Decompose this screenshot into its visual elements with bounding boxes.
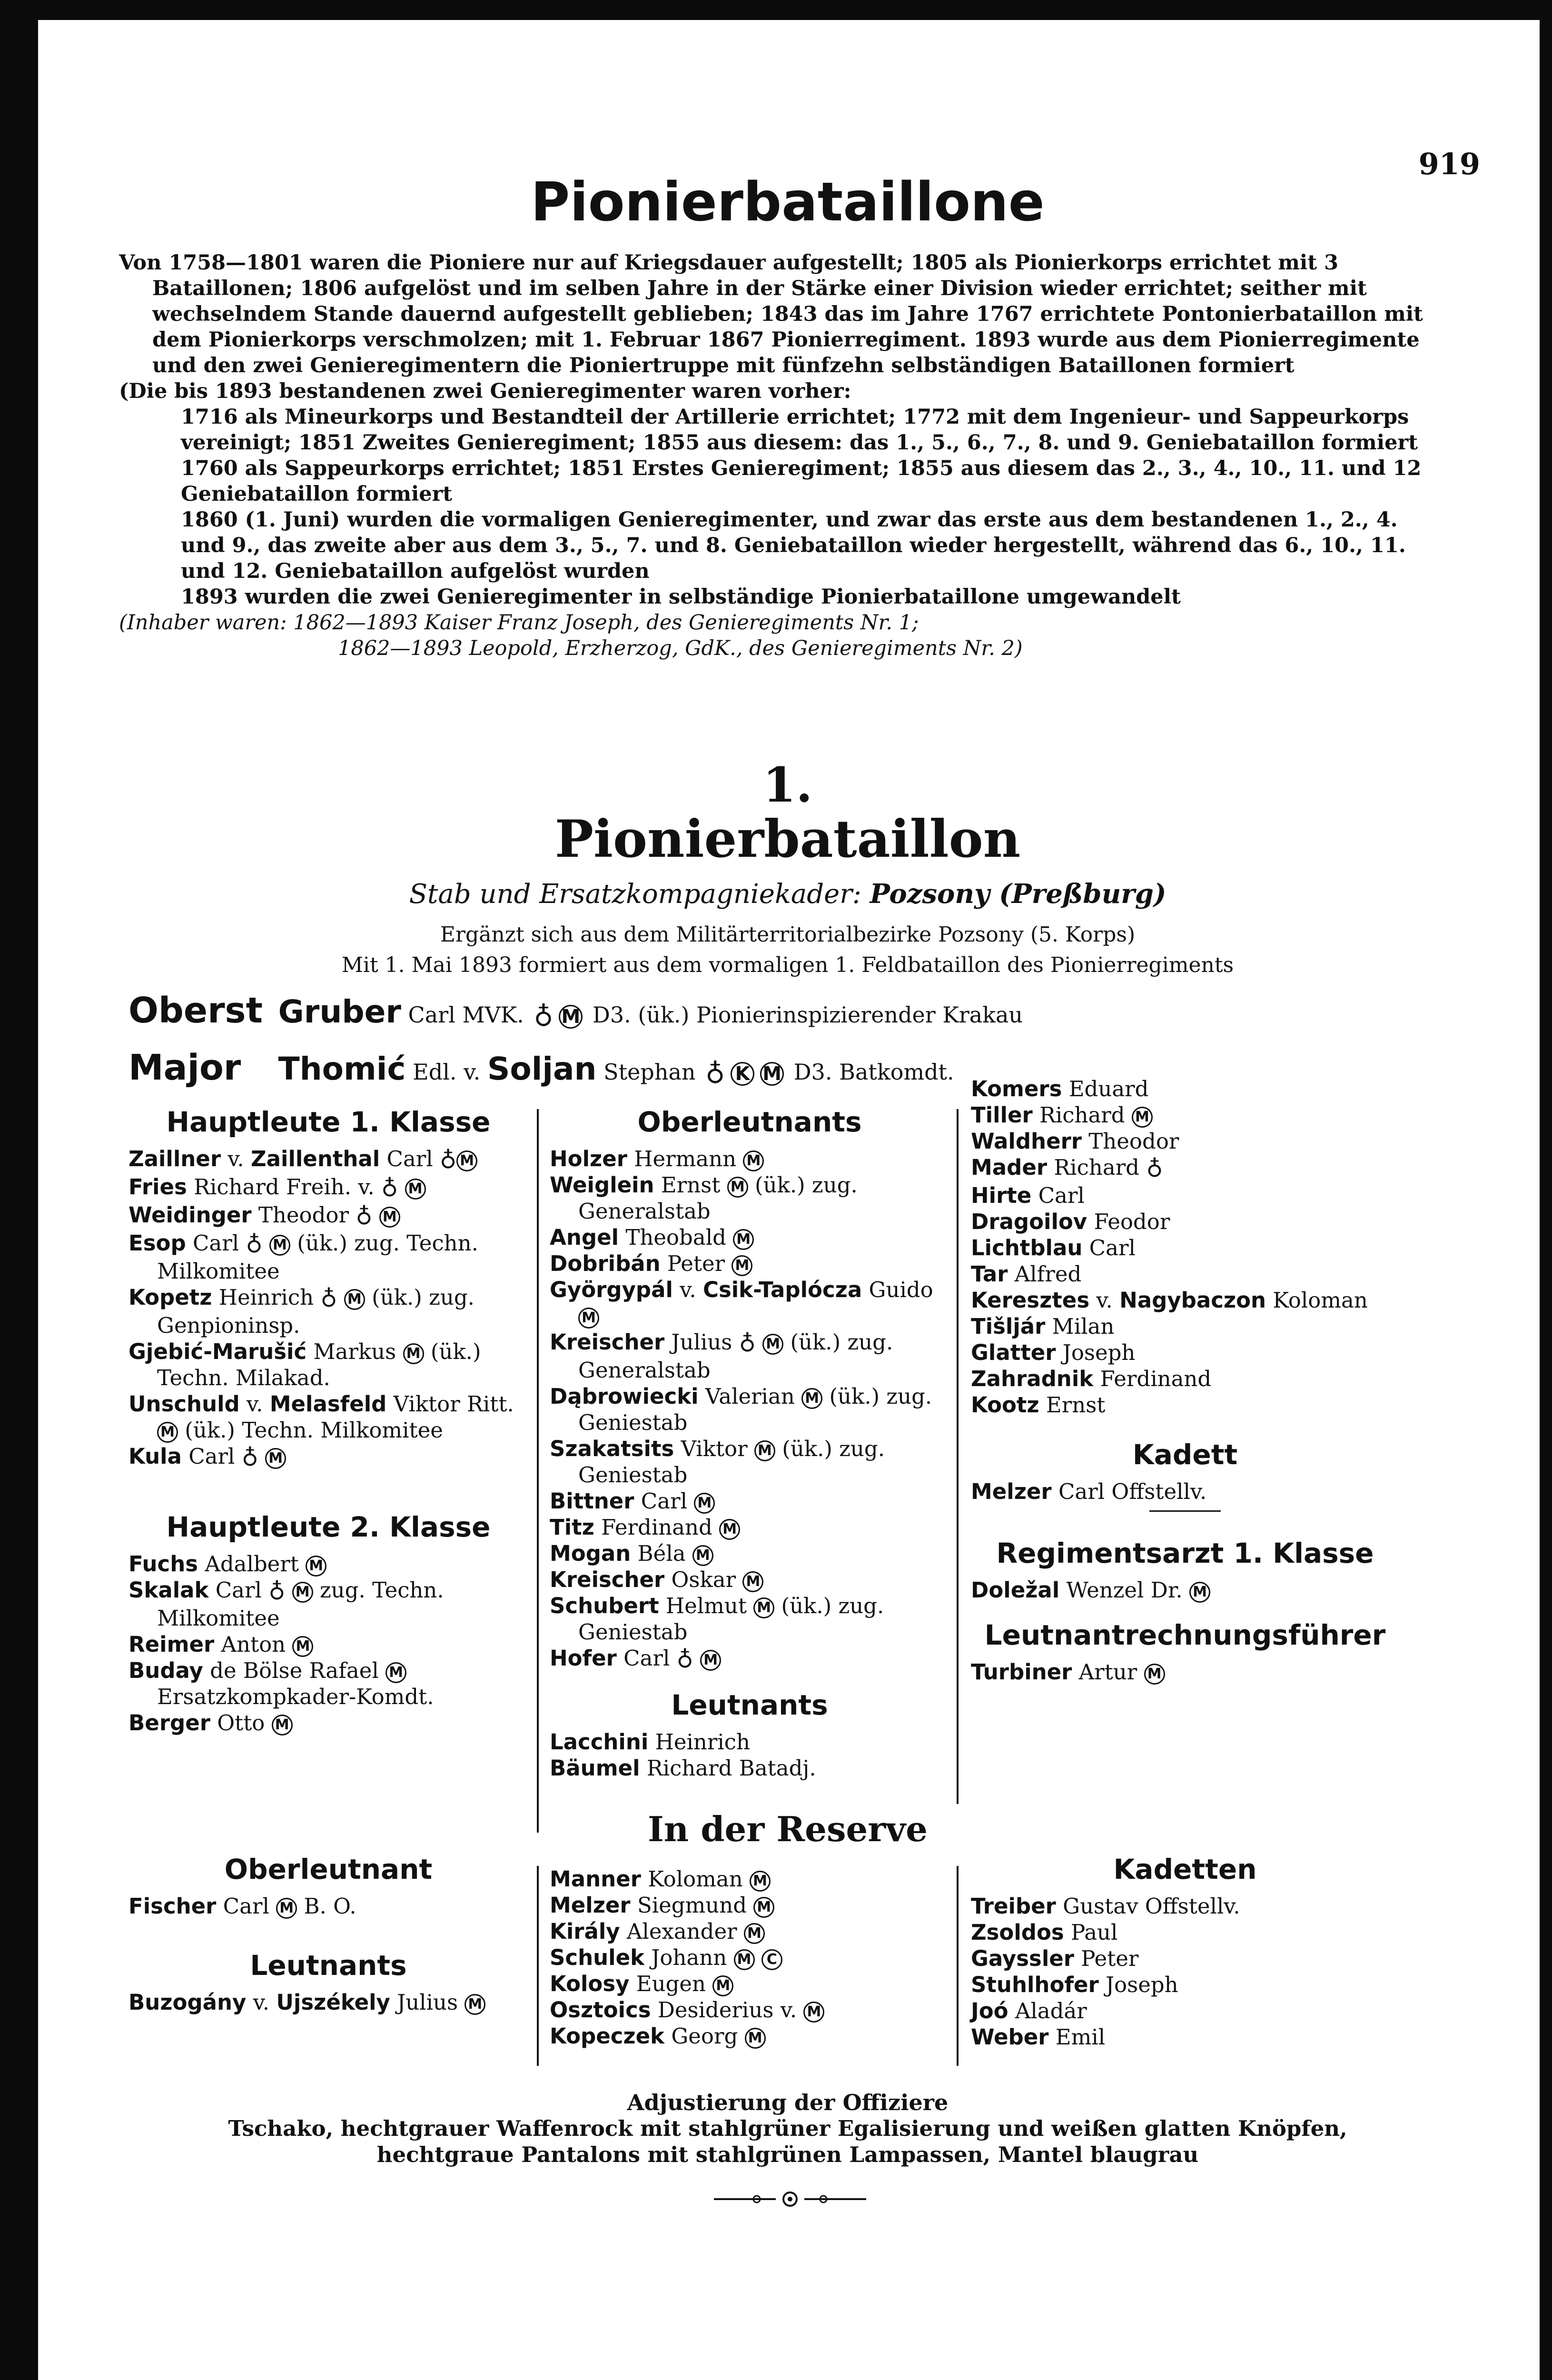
list-item: Kootz Ernst bbox=[971, 1392, 1106, 1418]
column-1 bbox=[129, 1106, 528, 1736]
list-item: Fries Richard Freih. v. ♁ M bbox=[129, 1174, 528, 1202]
list-item: Titz Ferdinand M bbox=[550, 1514, 949, 1540]
intro-paragraph: 1760 als Sappeurkorps errichtet; 1851 Erstes Genieregiment; 1855 aus diesem das 2., 3., 4., 10., 11. und 12 Geniebataillon formiert bbox=[181, 456, 1422, 506]
officer-middle: Edl. v. bbox=[405, 1059, 487, 1085]
list-item: Kopeczek Georg M bbox=[550, 2023, 949, 2049]
merit-medal-icon: M bbox=[753, 1597, 774, 1618]
k-medal-icon: K bbox=[731, 1062, 754, 1086]
intro-inhaber: 1862—1893 Leopold, Erzherzog, GdK., des Genieregiments Nr. 2) bbox=[338, 636, 1023, 660]
list-item: Bäumel Richard Batadj. bbox=[550, 1755, 816, 1781]
list-item: Osztoics Desiderius v. M bbox=[550, 1997, 949, 2023]
column-divider bbox=[957, 1109, 959, 1804]
list-item: Joó Aladár bbox=[971, 1998, 1087, 2023]
merit-medal-icon: M bbox=[1132, 1107, 1153, 1128]
heading-oberleutnant: Oberleutnant bbox=[224, 1853, 433, 1885]
heading-kadetten: Kadetten bbox=[1113, 1853, 1257, 1885]
list-item: Tišljár Milan bbox=[971, 1314, 1115, 1339]
officer-note: D3. (ük.) Pionierinspizierender Krakau bbox=[593, 1002, 1023, 1028]
heading-hauptleute-2: Hauptleute 2. Klasse bbox=[166, 1511, 491, 1543]
list-item: Kreischer Oskar M bbox=[550, 1567, 949, 1593]
list-item: Melzer Siegmund M bbox=[550, 1892, 949, 1918]
scan-border-right bbox=[1540, 0, 1552, 2380]
order-icon: ♁ bbox=[246, 1231, 263, 1258]
adjustierung-title: Adjustierung der Offiziere bbox=[627, 2090, 949, 2115]
list-item: Esop Carl ♁ M (ük.) zug. Techn. Milkomitee bbox=[129, 1230, 478, 1284]
list-item: Reimer Anton M bbox=[129, 1631, 528, 1657]
order-icon: ♁ bbox=[534, 1001, 554, 1032]
officer-surname: Thomić bbox=[278, 1051, 406, 1087]
adjustierung-line: hechtgraue Pantalons mit stahlgrünen Lampassen, Mantel blaugrau bbox=[376, 2142, 1199, 2167]
merit-medal-icon: M bbox=[712, 1975, 733, 1996]
merit-medal-icon: M bbox=[754, 1440, 775, 1461]
merit-medal-icon: M bbox=[727, 1177, 748, 1198]
heading-regimentsarzt: Regimentsarzt 1. Klasse bbox=[996, 1537, 1374, 1569]
list-item: Treiber Gustav Offstellv. bbox=[971, 1894, 1240, 1919]
intro-paragraph: 1893 wurden die zwei Genieregimenter in selbständige Pionierbataillone umgewandelt bbox=[181, 585, 1181, 609]
oberst-line bbox=[129, 990, 1023, 1032]
merit-medal-icon: M bbox=[742, 1571, 763, 1592]
officer-surname: Gruber bbox=[278, 993, 401, 1030]
merit-medal-icon: M bbox=[276, 1898, 297, 1919]
heading-leutnants: Leutnants bbox=[250, 1949, 407, 1982]
list-item: Schulek Johann M C bbox=[550, 1944, 949, 1971]
ornament-divider bbox=[709, 2190, 871, 2209]
list-item: Gjebić-Marušić Markus M (ük.) Techn. Milakad. bbox=[129, 1339, 481, 1390]
merit-medal-icon: M bbox=[700, 1650, 721, 1671]
list-item: Zaillner v. Zaillenthal Carl ♁ M bbox=[129, 1146, 528, 1174]
heading-reserve: In der Reserve bbox=[648, 1809, 928, 1849]
list-item: Zsoldos Paul bbox=[971, 1920, 1118, 1945]
intro-paragraph: 1860 (1. Juni) wurden die vormaligen Genieregimenter, und zwar das erste aus dem bestandenen 1., 2., 4. und 9., das zweite aber aus dem 3., 5., 7. und 8. Geniebataillon wieder hergestellt, während das 6., 10., 11. und 12. Geniebataillon aufgelöst wurden bbox=[181, 508, 1406, 583]
merit-medal-icon: M bbox=[745, 2028, 766, 2049]
officer-given: Stephan bbox=[596, 1059, 696, 1085]
merit-medal-icon: M bbox=[559, 1005, 583, 1029]
list-item: Buday de Bölse Rafael M Ersatzkompkader-Komdt. bbox=[129, 1658, 434, 1709]
merit-medal-icon: M bbox=[306, 1556, 326, 1577]
merit-medal-icon: M bbox=[292, 1636, 313, 1657]
column-divider bbox=[537, 1866, 539, 2066]
major-line bbox=[129, 1047, 954, 1090]
officer-note: D3. Batkomdt. bbox=[793, 1059, 954, 1085]
order-icon: ♁ bbox=[268, 1578, 286, 1605]
merit-medal-icon: M bbox=[694, 1493, 715, 1514]
list-item: Holzer Hermann M bbox=[550, 1146, 949, 1172]
list-item: Keresztes v. Nagybaczon Koloman bbox=[971, 1288, 1368, 1313]
order-icon: ♁ bbox=[739, 1330, 756, 1357]
merit-medal-icon: M bbox=[344, 1289, 365, 1310]
column-3 bbox=[971, 1076, 1399, 1685]
formation-line: Mit 1. Mai 1893 formiert aus dem vormaligen 1. Feldbataillon des Pionierregiments bbox=[341, 953, 1234, 977]
merit-medal-icon: M bbox=[734, 1949, 755, 1970]
intro-paragraph: 1716 als Mineurkorps und Bestandteil der Artillerie errichtet; 1772 mit dem Ingenieur- und Sappeurkorps vereinigt; 1851 Zweites Genieregiment; 1855 aus diesem: das 1., 5., 6., 7., 8. und 9. Geniebataillon formiert bbox=[181, 405, 1418, 455]
intro-paragraph: Von 1758—1801 waren die Pioniere nur auf Kriegsdauer aufgestellt; 1805 als Pionierkorps errichtet mit 3 Bataillonen; 1806 aufgelöst und im selben Jahre in der Stärke einer Division wieder errichtet; seither mit wechselndem Stande dauernd aufgestellt geblieben; 1843 das im Jahre 1767 errichtete Pontonierbataillon mit dem Pionierkorps verschmolzen; mit 1. Februar 1867 Pionierregiment. 1893 wurde aus dem Pionierregimente und den zwei Genieregimentern die Pioniertruppe mit fünfzehn selbständigen Bataillonen formiert bbox=[119, 251, 1423, 377]
merit-medal-icon: M bbox=[803, 2002, 824, 2023]
list-item: Dobribán Peter M bbox=[550, 1250, 949, 1277]
section-number: 1. bbox=[762, 757, 813, 813]
order-icon: ♁ bbox=[320, 1286, 337, 1312]
list-item: Dragoilov Feodor bbox=[971, 1209, 1170, 1234]
list-item: Berger Otto M bbox=[129, 1710, 528, 1736]
merit-medal-icon: M bbox=[1144, 1664, 1165, 1685]
merit-medal-icon: M bbox=[265, 1448, 286, 1469]
list-item: Melzer Carl Offstellv. bbox=[971, 1479, 1207, 1504]
list-item: Bittner Carl M bbox=[550, 1488, 949, 1514]
document-page bbox=[76, 29, 1499, 2380]
merit-medal-icon: M bbox=[269, 1235, 290, 1256]
list-item: Kolosy Eugen M bbox=[550, 1971, 949, 1997]
c-medal-icon: C bbox=[761, 1949, 782, 1970]
order-icon: ♁ bbox=[381, 1175, 398, 1202]
list-item: Skalak Carl ♁ M zug. Techn. Milkomitee bbox=[129, 1577, 444, 1631]
merit-medal-icon: M bbox=[692, 1545, 713, 1566]
scan-border-top bbox=[0, 0, 1552, 20]
list-item: Angel Theobald M bbox=[550, 1224, 949, 1250]
list-item: Glatter Joseph bbox=[971, 1340, 1136, 1365]
heading-hauptleute-1: Hauptleute 1. Klasse bbox=[166, 1106, 491, 1138]
list-item: Király Alexander M bbox=[550, 1918, 949, 1944]
rank-major: Major bbox=[129, 1047, 241, 1088]
page-title: Pionierbataillone bbox=[531, 171, 1045, 233]
divider bbox=[1149, 1510, 1221, 1512]
list-item: Turbiner Artur M bbox=[971, 1659, 1399, 1685]
list-item: Stuhlhofer Joseph bbox=[971, 1972, 1178, 1997]
merit-medal-icon: M bbox=[403, 1343, 424, 1364]
list-item: Hirte Carl bbox=[971, 1183, 1085, 1208]
merit-medal-icon: M bbox=[1189, 1582, 1210, 1603]
heading-kadett: Kadett bbox=[1132, 1438, 1238, 1471]
list-item: Hofer Carl ♁ M bbox=[550, 1645, 949, 1673]
list-item: Dąbrowiecki Valerian M (ük.) zug. Geniestab bbox=[550, 1384, 932, 1435]
heading-leutnants: Leutnants bbox=[671, 1689, 828, 1721]
merit-medal-icon: M bbox=[762, 1334, 783, 1355]
column-divider bbox=[957, 1866, 959, 2066]
order-icon: ♁ bbox=[241, 1445, 258, 1471]
list-item: Kula Carl ♁ M bbox=[129, 1443, 528, 1471]
list-item: Unschuld v. Melasfeld Viktor Ritt. M (ük.) Techn. Milkomitee bbox=[129, 1391, 514, 1443]
order-icon: ♁ bbox=[439, 1147, 457, 1174]
list-item: Lichtblau Carl bbox=[971, 1235, 1136, 1260]
list-item: Komers Eduard bbox=[971, 1076, 1149, 1101]
list-item: Weidinger Theodor ♁ M bbox=[129, 1202, 528, 1230]
list-item: Tar Alfred bbox=[971, 1261, 1082, 1287]
list-item: Tiller Richard M bbox=[971, 1102, 1399, 1128]
list-item: Zahradnik Ferdinand bbox=[971, 1366, 1212, 1391]
stab-line bbox=[76, 878, 1499, 910]
list-item: Fischer Carl M B. O. bbox=[129, 1894, 356, 1919]
list-item: Fuchs Adalbert M bbox=[129, 1551, 528, 1577]
merit-medal-icon: M bbox=[750, 1871, 771, 1892]
reserve-column-2 bbox=[550, 1866, 949, 2049]
intro-paragraph: (Die bis 1893 bestandenen zwei Genieregimenter waren vorher: bbox=[119, 379, 851, 403]
list-item: Mader Richard ♁ bbox=[971, 1155, 1163, 1182]
list-item: Kreischer Julius ♁ M (ük.) zug. Generalstab bbox=[550, 1329, 893, 1383]
adjustierung-text bbox=[76, 2115, 1499, 2168]
heading-leutnantrechnungsfuehrer: Leutnantrechnungsführer bbox=[984, 1619, 1386, 1651]
order-icon: ♁ bbox=[705, 1058, 725, 1090]
merit-medal-icon: M bbox=[744, 1923, 765, 1944]
merit-medal-icon: M bbox=[733, 1229, 754, 1250]
intro-inhaber: (Inhaber waren: 1862—1893 Kaiser Franz Joseph, des Genieregiments Nr. 1; bbox=[119, 611, 919, 635]
list-item: Mogan Béla M bbox=[550, 1540, 949, 1567]
list-item: Buzogány v. Ujszékely Julius M bbox=[129, 1989, 528, 2015]
column-divider bbox=[537, 1109, 539, 1833]
section-title: Pionierbataillon bbox=[554, 809, 1021, 869]
officer-given: Carl MVK. bbox=[401, 1002, 524, 1028]
intro-history bbox=[119, 250, 1442, 661]
heading-oberleutnants: Oberleutnants bbox=[637, 1106, 862, 1138]
list-item: Manner Koloman M bbox=[550, 1866, 949, 1892]
merit-medal-icon: M bbox=[386, 1662, 406, 1683]
list-item: Waldherr Theodor bbox=[971, 1129, 1179, 1154]
merit-medal-icon: M bbox=[760, 1062, 784, 1086]
merit-medal-icon: M bbox=[272, 1715, 293, 1735]
officer-surname-2: Soljan bbox=[487, 1051, 597, 1087]
merit-medal-icon: M bbox=[465, 1994, 485, 2015]
stab-place: Pozsony (Preßburg) bbox=[870, 878, 1166, 910]
list-item: Györgypál v. Csik-Taplócza Guido M bbox=[550, 1277, 949, 1329]
list-item: Schubert Helmut M (ük.) zug. Geniestab bbox=[550, 1593, 884, 1645]
reserve-column-3 bbox=[971, 1853, 1399, 2050]
list-item: Gayssler Peter bbox=[971, 1946, 1139, 1971]
merit-medal-icon: M bbox=[157, 1422, 178, 1443]
page-number: 919 bbox=[1418, 147, 1480, 181]
stab-label: Stab und Ersatzkompagniekader: bbox=[409, 879, 870, 910]
order-icon: ♁ bbox=[1146, 1156, 1163, 1182]
list-item: Weber Emil bbox=[971, 2024, 1106, 2050]
merit-medal-icon: M bbox=[732, 1255, 752, 1276]
merit-medal-icon: M bbox=[456, 1150, 477, 1171]
merit-medal-icon: M bbox=[753, 1897, 774, 1918]
rank-oberst: Oberst bbox=[129, 990, 263, 1031]
column-2 bbox=[550, 1106, 949, 1781]
adjustierung-line: Tschako, hechtgrauer Waffenrock mit stahlgrüner Egalisierung und weißen glatten Knöpfen, bbox=[228, 2116, 1347, 2141]
merit-medal-icon: M bbox=[405, 1179, 426, 1200]
merit-medal-icon: M bbox=[801, 1388, 822, 1409]
scan-border-left bbox=[0, 0, 38, 2380]
merit-medal-icon: M bbox=[379, 1207, 400, 1228]
order-icon: ♁ bbox=[356, 1203, 373, 1230]
order-icon: ♁ bbox=[676, 1646, 693, 1673]
list-item: Szakatsits Viktor M (ük.) zug. Geniestab bbox=[550, 1436, 885, 1488]
reserve-column-1 bbox=[129, 1853, 528, 2015]
list-item: Weiglein Ernst M (ük.) zug. Generalstab bbox=[550, 1172, 858, 1224]
merit-medal-icon: M bbox=[719, 1519, 740, 1540]
list-item: Lacchini Heinrich bbox=[550, 1729, 750, 1755]
list-item: Doležal Wenzel Dr. M bbox=[971, 1577, 1399, 1603]
merit-medal-icon: M bbox=[292, 1582, 313, 1603]
list-item: Kopetz Heinrich ♁ M (ük.) zug. Genpioninsp. bbox=[129, 1285, 474, 1338]
ergaenzung-line: Ergänzt sich aus dem Militärterritorialbezirke Pozsony (5. Korps) bbox=[440, 922, 1136, 947]
merit-medal-icon: M bbox=[743, 1150, 764, 1171]
merit-medal-icon: M bbox=[578, 1308, 599, 1329]
